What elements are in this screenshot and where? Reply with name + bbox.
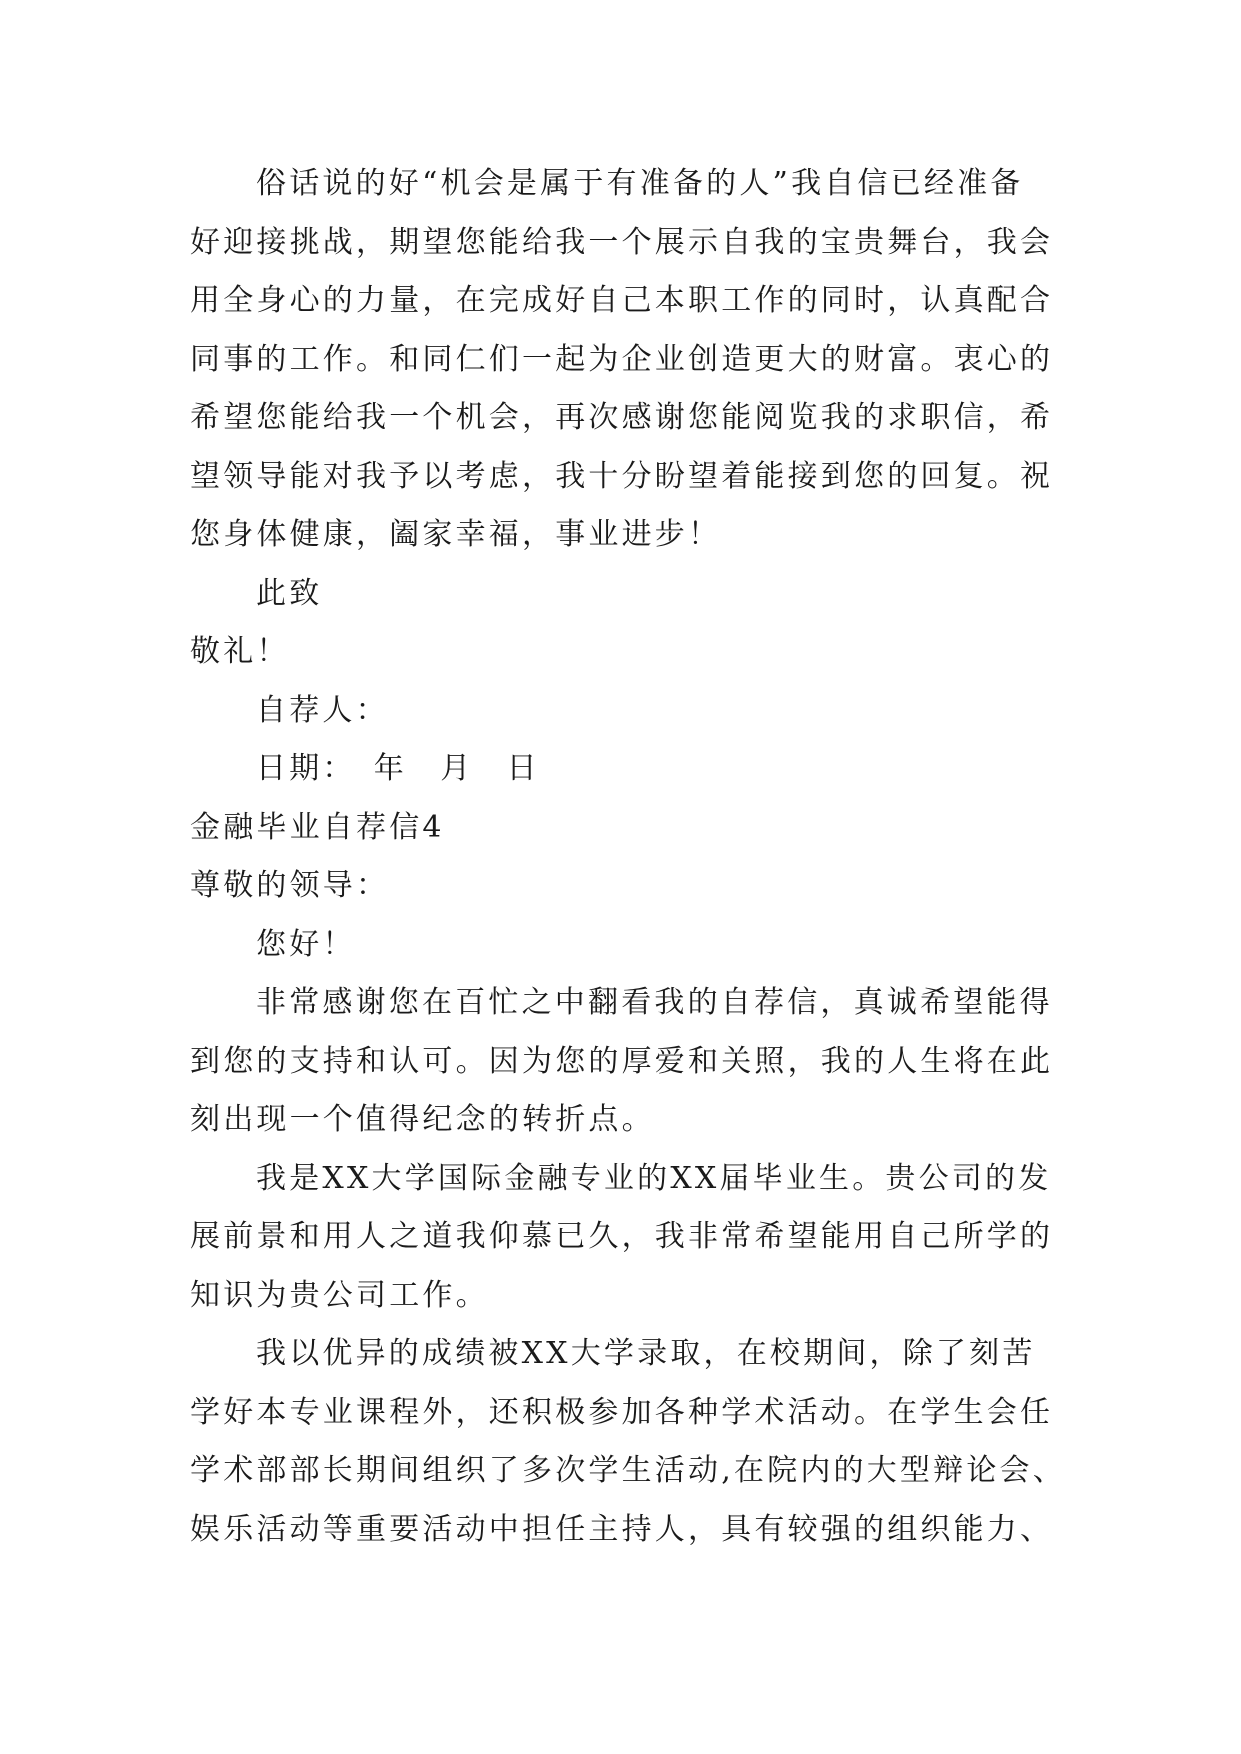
text-line: 用全身心的力量，在完成好自己本职工作的同时，认真配合 (190, 283, 1054, 318)
text-line: 学术部部长期间组织了多次学生活动,在院内的大型辩论会、 (190, 1453, 1066, 1488)
text-line: 非常感谢您在百忙之中翻看我的自荐信，真诚希望能得 (256, 985, 1053, 1020)
text-line: 望领导能对我予以考虑，我十分盼望着能接到您的回复。祝 (190, 458, 1054, 494)
text-line: 我以优异的成绩被XX大学录取，在校期间，除了刻苦 (256, 1336, 1036, 1371)
greeting: 尊敬的领导： (190, 868, 390, 903)
date-label: 日期： 年 月 日 (256, 751, 540, 786)
text-line: 同事的工作。和同仁们一起为企业创造更大的财富。衷心的 (190, 341, 1054, 377)
text-line: 知识为贵公司工作。 (190, 1277, 489, 1313)
text-line: 我是XX大学国际金融专业的XX届毕业生。贵公司的发 (256, 1160, 1052, 1196)
signature-label: 自荐人： (256, 692, 389, 728)
closing-salutation: 此致 (256, 575, 323, 611)
text-line: 到您的支持和认可。因为您的厚爱和关照，我的人生将在此 (190, 1043, 1054, 1079)
letter-title: 金融毕业自荐信4 (190, 809, 445, 845)
text-line: 学好本专业课程外，还积极参加各种学术活动。在学生会任 (190, 1394, 1054, 1430)
text-line: 希望您能给我一个机会，再次感谢您能阅览我的求职信，希 (190, 400, 1054, 435)
text-line: 刻出现一个值得纪念的转折点。 (190, 1102, 655, 1137)
greeting-hello: 您好！ (256, 926, 356, 962)
text-line: 好迎接挑战，期望您能给我一个展示自我的宝贵舞台，我会 (190, 224, 1054, 260)
text-line: 娱乐活动等重要活动中担任主持人，具有较强的组织能力、 (190, 1511, 1054, 1547)
text-line: 展前景和用人之道我仰慕已久，我非常希望能用自己所学的 (190, 1219, 1054, 1254)
text-line: 俗话说的好“机会是属于有准备的人”我自信已经准备 (256, 166, 1024, 201)
closing-regards: 敬礼！ (190, 634, 290, 669)
text-line: 您身体健康，阖家幸福，事业进步！ (190, 517, 722, 552)
document-body (190, 155, 1066, 1559)
